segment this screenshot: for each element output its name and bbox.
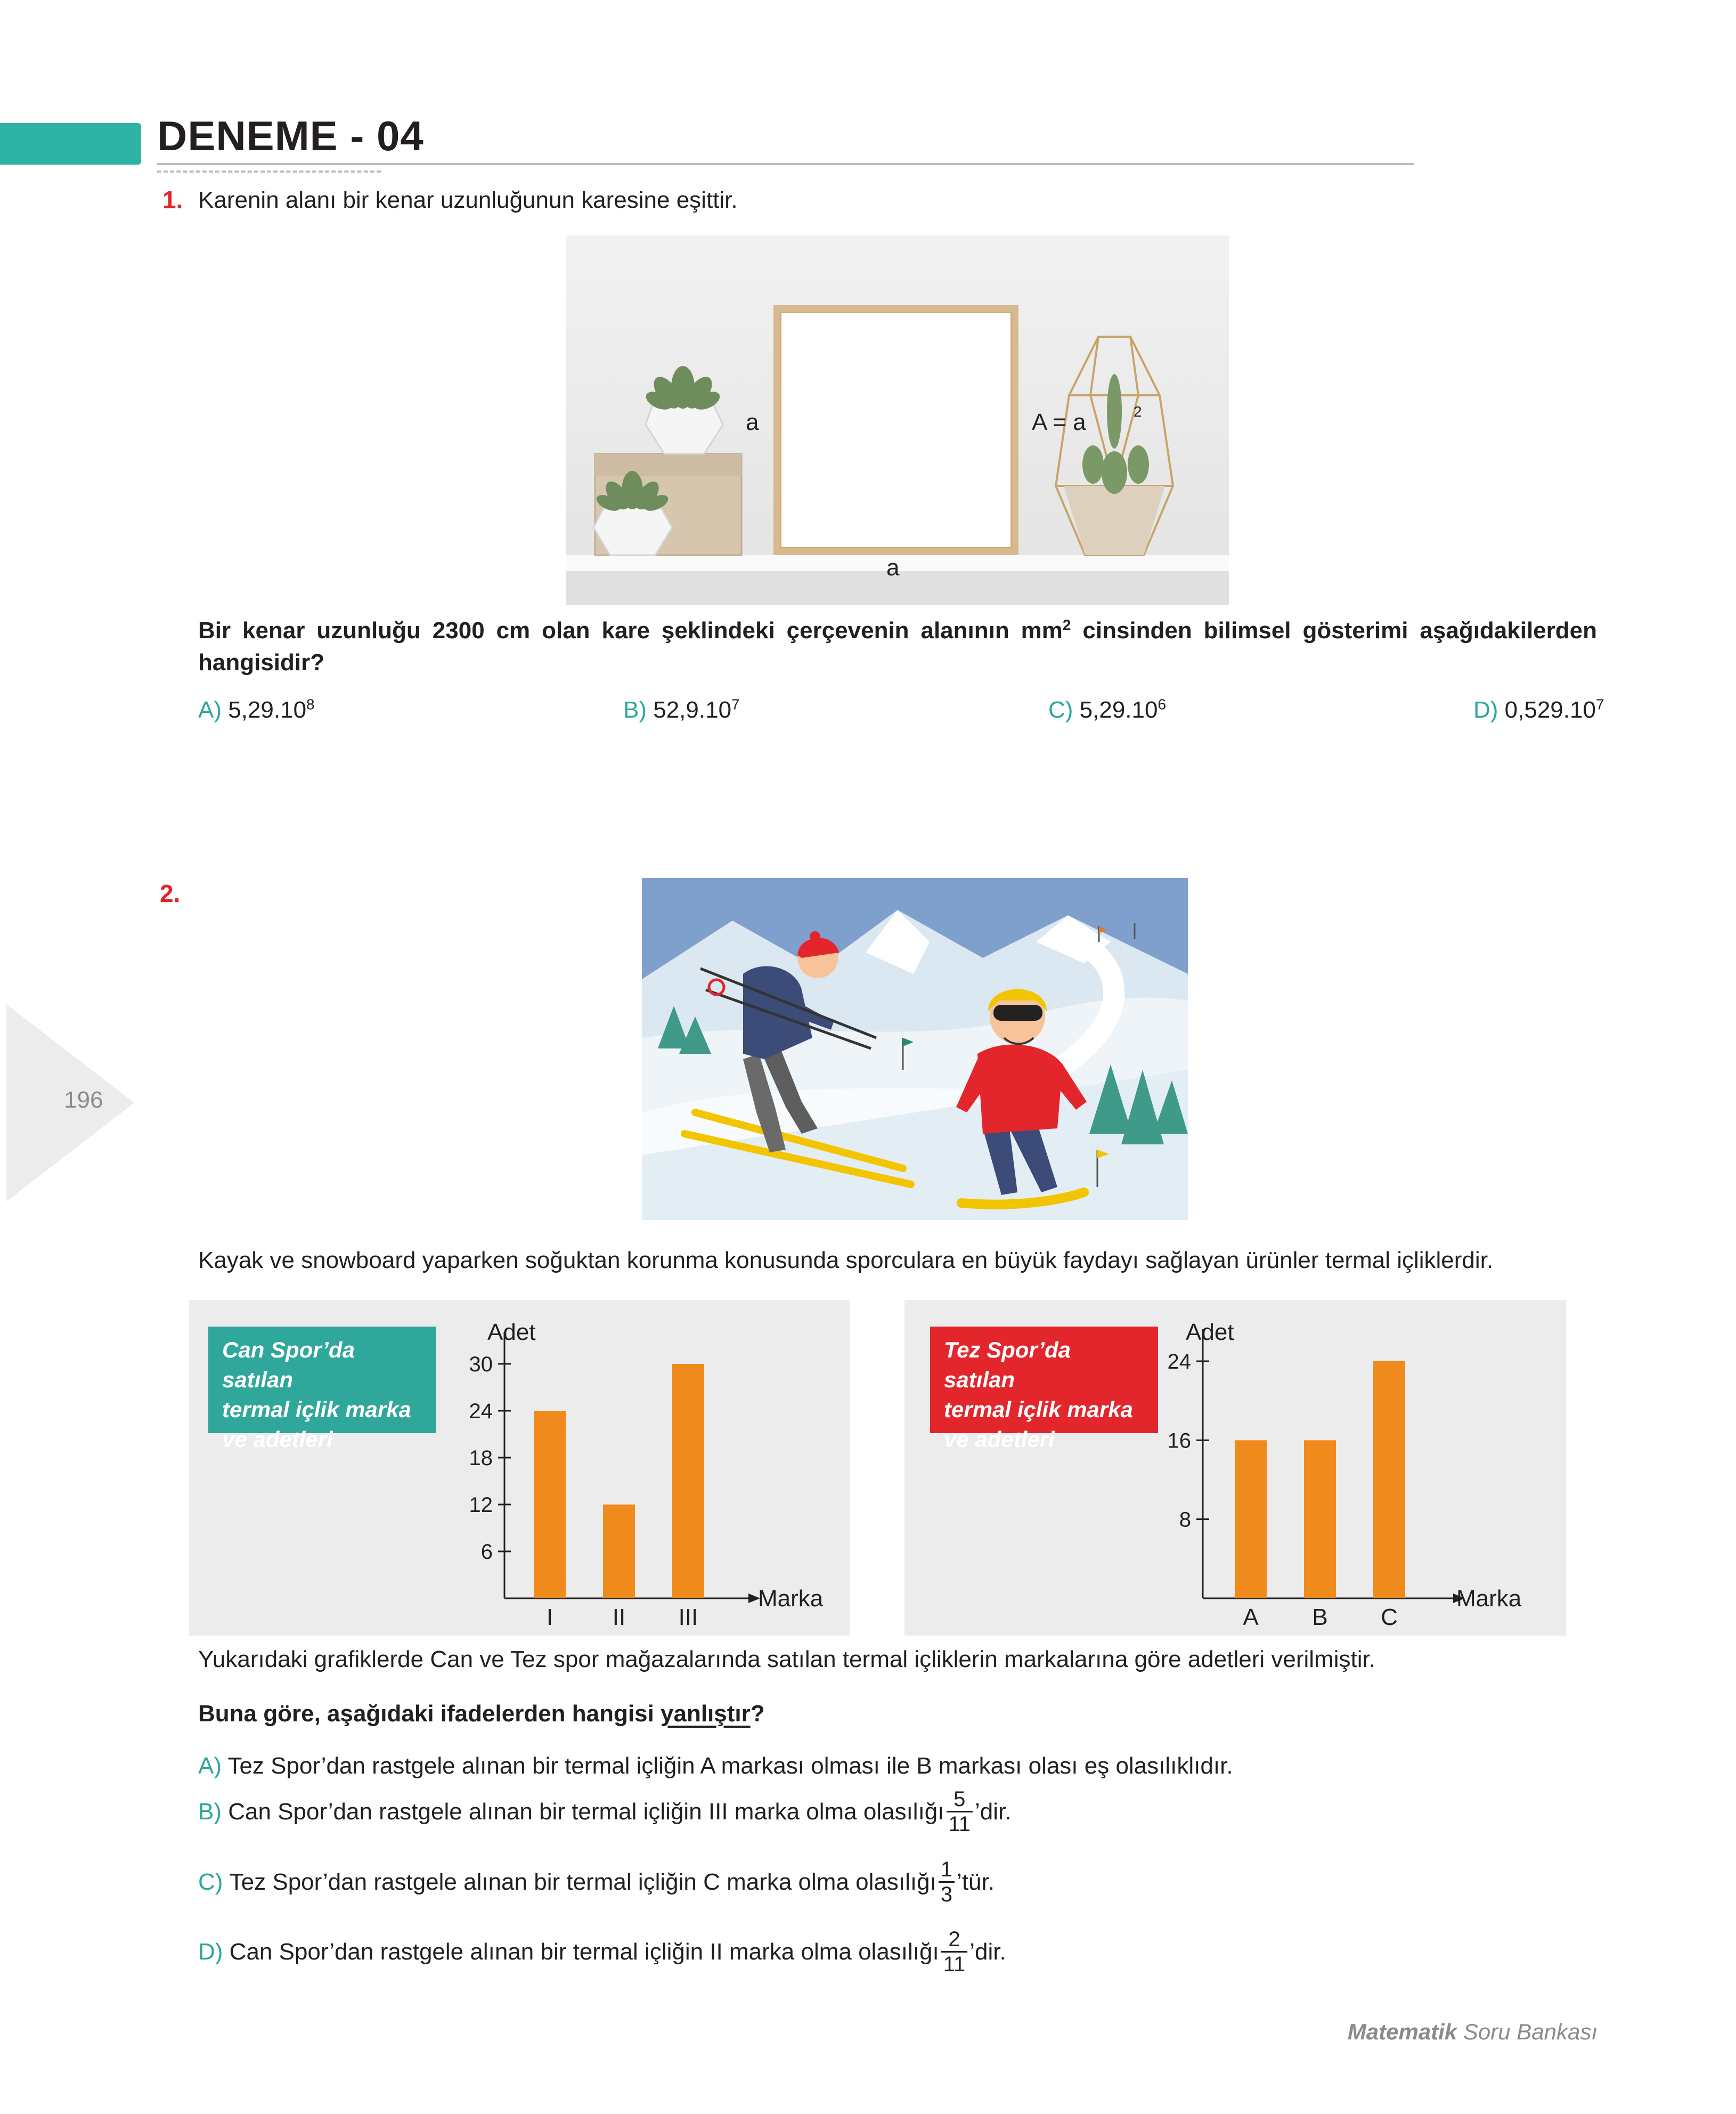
y-tick-label: 30 <box>469 1353 493 1376</box>
q1-option-b[interactable]: B) 52,9.10$^7$ <box>623 696 740 723</box>
q2-ski-illustration <box>642 878 1188 1220</box>
q1-option-d[interactable]: D) 0,529.10$^7$ <box>1473 696 1604 723</box>
chart-tez-spor-title-line-1: Tez Spor’da satılan <box>944 1337 1071 1392</box>
fraction-5-11: $\frac{5}{11}$ <box>947 1787 973 1836</box>
x-axis-label: Marka <box>1456 1585 1522 1612</box>
x-tick-label: III <box>678 1604 698 1630</box>
q2-after-charts: Yukarıdaki grafiklerde Can ve Tez spor mağazalarında satılan termal içliklerin markalarına göre adetleri verilmiştir. <box>198 1646 1375 1672</box>
q2-option-b[interactable]: B) Can Spor’dan rastgele alınan bir termal içliğin III marka olma olasılığı $\frac{5}{11}$ ’dir. <box>198 1787 1012 1836</box>
y-tick-label: 8 <box>1179 1508 1191 1532</box>
page-title: DENEME - 04 <box>157 112 424 159</box>
chart-tez-spor-title-line-2: termal içlik marka <box>944 1397 1133 1422</box>
chart-can-spor-panel <box>189 1300 850 1636</box>
chart-can-spor-title-line-1: Can Spor’da satılan <box>222 1337 355 1392</box>
bar-I <box>534 1411 566 1598</box>
chart-can-spor-title-line-3: ve adetleri <box>222 1427 333 1452</box>
label-area: A = a <box>1032 409 1086 435</box>
q1-number: 1. <box>162 186 183 214</box>
y-tick-label: 6 <box>480 1540 493 1564</box>
y-tick-label: 24 <box>469 1400 493 1423</box>
footer-book-title: Matematik Soru Bankası <box>1347 2019 1598 2044</box>
chart-can-spor <box>189 1300 850 1636</box>
x-tick-label: C <box>1381 1604 1398 1630</box>
chart-tez-spor-title-line-3: ve adetleri <box>944 1427 1055 1452</box>
y-tick-label: 12 <box>469 1493 493 1517</box>
header-divider <box>157 163 1414 165</box>
q1-option-c[interactable]: C) 5,29.10$^6$ <box>1048 696 1167 723</box>
chart-can-spor-title-line-2: termal içlik marka <box>222 1397 411 1422</box>
x-axis-label: Marka <box>758 1585 824 1612</box>
q1-figure <box>566 235 1229 605</box>
fraction-1-3: $\frac{1}{3}$ <box>939 1858 955 1906</box>
bar-C <box>1373 1361 1405 1598</box>
x-tick-label: A <box>1243 1604 1259 1630</box>
frame-photo-illustration <box>566 235 1229 605</box>
q2-number: 2. <box>160 880 181 907</box>
y-axis-label: Adet <box>487 1319 536 1345</box>
q2-option-c[interactable]: C) Tez Spor’dan rastgele alınan bir termal içliğin C marka olma olasılığı $\frac{1}{3}$ ’tür. <box>198 1858 995 1906</box>
q2-option-a[interactable]: A) Tez Spor’dan rastgele alınan bir termal içliğin A markası olması ile B markası olası eş olasılıklıdır. <box>198 1753 1233 1779</box>
y-tick-label: 24 <box>1167 1350 1191 1373</box>
plant-pot-bottom <box>593 505 672 555</box>
y-tick-label: 16 <box>1167 1429 1191 1453</box>
x-tick-label: I <box>546 1604 553 1630</box>
chart-tez-spor-panel <box>904 1300 1566 1636</box>
page-number: 196 <box>64 1087 103 1113</box>
q1-question: Bir kenar uzunluğu 2300 cm olan kare şeklindeki çerçevenin alanının $mm^2$ cinsinden bilimsel gösterimi aşağıdakilerden hangisidir? <box>198 616 1597 676</box>
q2-option-d[interactable]: D) Can Spor’dan rastgele alınan bir termal içliğin II marka olma olasılığı $\frac{2}{11}$ ’dir. <box>198 1928 1006 1976</box>
x-tick-label: B <box>1312 1604 1328 1630</box>
q2-intro: Kayak ve snowboard yaparken soğuktan korunma konusunda sporculara en büyük faydayı sağlayan ürünler termal içliklerdir. <box>198 1247 1494 1273</box>
label-area-exponent: 2 <box>1134 403 1142 420</box>
bar-II <box>603 1505 635 1598</box>
bar-B <box>1304 1440 1336 1598</box>
q2-question-emphasis: yanlıştır <box>661 1701 751 1727</box>
q2-question: Buna göre, aşağıdaki ifadelerden hangisi yanlıştır? <box>198 1701 765 1727</box>
header-dashed-line <box>157 170 381 173</box>
label-side-left: a <box>746 409 759 435</box>
y-tick-label: 18 <box>469 1446 493 1470</box>
header-accent-bar <box>0 123 141 165</box>
x-tick-label: II <box>612 1604 626 1630</box>
q1-intro: Karenin alanı bir kenar uzunluğunun karesine eşittir. <box>198 187 738 213</box>
label-side-bottom: a <box>886 555 900 581</box>
q1-option-a[interactable]: A) 5,29.10$^8$ <box>198 696 315 723</box>
bar-A <box>1235 1440 1267 1598</box>
chart-tez-spor <box>904 1300 1566 1636</box>
y-axis-label: Adet <box>1186 1319 1234 1345</box>
fraction-2-11: $\frac{2}{11}$ <box>941 1928 968 1976</box>
ski-scene <box>642 878 1188 1220</box>
bar-III <box>672 1364 704 1598</box>
